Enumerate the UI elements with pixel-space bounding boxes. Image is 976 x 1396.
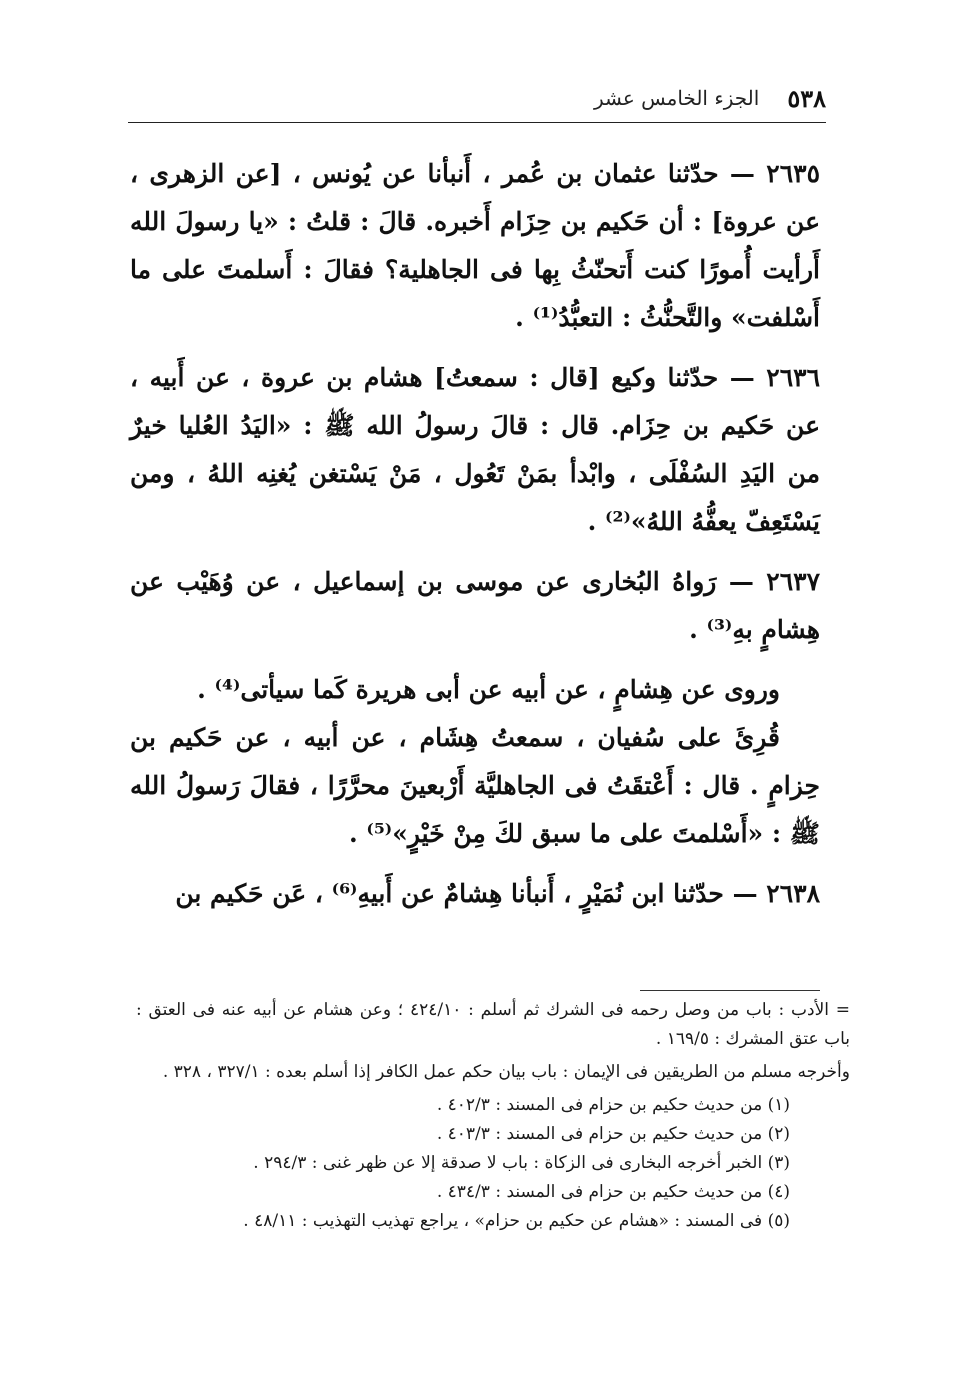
paragraph-riwaya: وروى عن هِشامٍ ، عن أبيه عن أبى هريرة كَما سيأتى⁽⁴⁾ . xyxy=(197,675,780,704)
footnote-3: (٣) الخبر أخرجه البخارى فى الزكاة : باب لا صدقة إلا عن ظهر غنى : ٢٩٤/٣ . xyxy=(253,1153,790,1173)
footnote-5: (٥) فى المسند : «هشام عن حكيم بن حزام» ، يراجع تهذيب التهذيب : ٤٨/١١ . xyxy=(243,1211,790,1231)
hadith-2637: ٢٦٣٧ — رَواهُ البُخارى عن موسى بن إسماعيل ، عن وُهَيْب عن هِشامٍ بهِ⁽³⁾ . xyxy=(130,567,820,644)
footnote-4: (٤) من حديث حكيم بن حزام فى المسند : ٤٣٤/٣ . xyxy=(436,1182,790,1202)
main-text xyxy=(130,150,820,930)
footnote-2: (٢) من حديث حكيم بن حزام فى المسند : ٤٠٣/٣ . xyxy=(436,1124,790,1144)
hadith-2638: ٢٦٣٨ — حدّثنا ابن نُمَيْرٍ ، أَنبأنا هِشامٌ عن أَبيهِ⁽⁶⁾ ، عَن حَكيم بن xyxy=(175,879,820,908)
paragraph-quria: قُرِئَ على سُفيان ، سمعتُ هِشَام ، عن أبيه ، عن حَكيم بن حِزامٍ . قال : أَعْتقَتُ فى الجاهليَّة أَرْبعينَ محرَّرًا ، فقالَ رَسولُ الله ﷺ : «أَسْلمتَ على ما سبق لكَ مِنْ خَيْرٍ»⁽⁵⁾ . xyxy=(130,723,820,848)
footnote-continuation: = الأدب : باب من وصل رحمه فى الشرك ثم أسلم : ٤٢٤/١٠ ؛ وعن هشام عن أبيه عنه فى العتق : باب عتق المشرك : ١٦٩/٥ . xyxy=(136,1000,850,1049)
hadith-2636: ٢٦٣٦ — حدّثنا وكيع [قال : سمعتُ] هشام بن عروة ، عن أَبيه ، عن حَكيم بن حِزَام. قال : قالَ رسولُ الله ﷺ : «اليَدُ العُليا خيرٌ من اليَدِ السُفْلَى ، وابْدأ بمَنْ تَعُول ، مَنْ يَسْتغن يُغنِه اللهُ ، ومن يَسْتَعِفّ يعفُّهُ اللهُ»⁽²⁾ . xyxy=(130,363,820,536)
running-title: الجزء الخامس عشر xyxy=(593,86,760,110)
footnote-continuation-2: وأخرجه مسلم من الطريقين فى الإيمان : باب بيان حكم عمل الكافر إذا أسلم بعده : ٣٢٧/١ ، ٣٢٨ . xyxy=(162,1062,850,1082)
hadith-2635: ٢٦٣٥ — حدّثنا عثمان بن عُمر ، أَنبأنا عن يُونس ، [عن الزهرى ، عن عروة] : أن حَكيم بن حِزَام أَخبره. قالَ : قلتُ : «يا رسولَ الله أَرأيت أُمورًا كنت أَتحنّثُ بِها فى الجاهلية؟ فقالَ : أَسلمتَ على ما أَسْلفت» والتَّحنُّثُ : التعبُّدُ⁽¹⁾ . xyxy=(130,159,820,332)
page-header xyxy=(128,78,826,123)
footnotes xyxy=(136,996,850,1236)
footnote-separator xyxy=(640,990,820,991)
footnote-1: (١) من حديث حكيم بن حزام فى المسند : ٤٠٢/٣ . xyxy=(436,1095,790,1115)
page-number: ٥٣٨ xyxy=(787,83,826,113)
